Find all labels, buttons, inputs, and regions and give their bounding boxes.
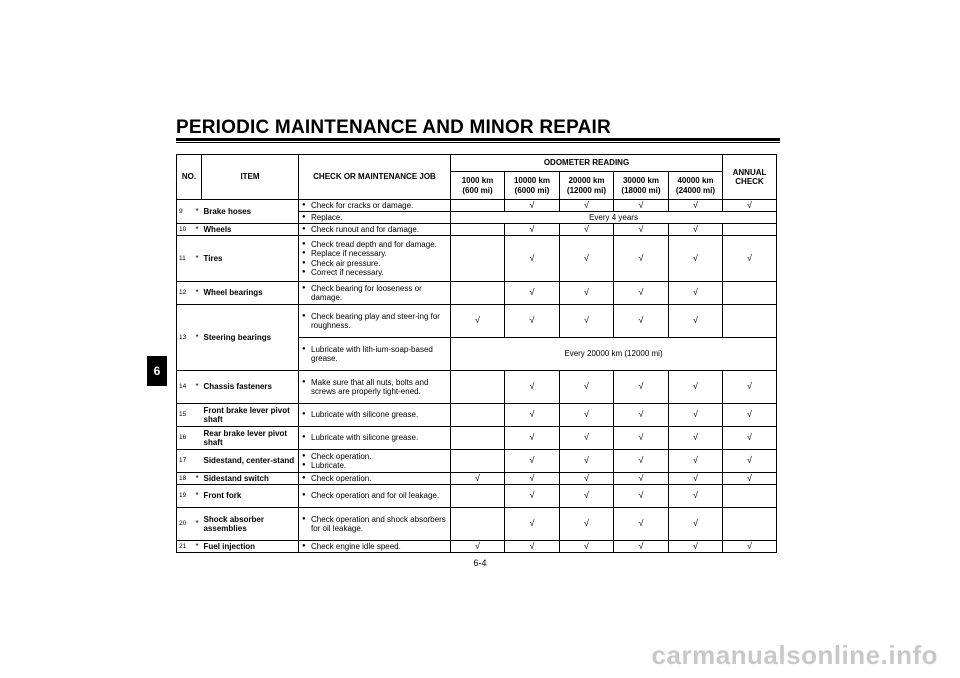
row-star bbox=[194, 404, 202, 427]
check-mark: √ bbox=[505, 485, 560, 508]
row-star: * bbox=[194, 541, 202, 553]
header-odometer: ODOMETER READING bbox=[451, 155, 723, 172]
odo-km: 20000 km bbox=[568, 176, 605, 185]
interval-note: Every 4 years bbox=[451, 212, 777, 224]
table-row bbox=[177, 305, 777, 338]
check-mark: √ bbox=[669, 371, 723, 404]
table-row bbox=[177, 282, 777, 305]
job-line: ● Lubricate with lith-ium-soap-based grease. bbox=[301, 345, 448, 364]
empty-cell bbox=[451, 450, 505, 473]
check-mark: √ bbox=[614, 200, 669, 212]
odo-mi: (12000 mi) bbox=[566, 185, 607, 195]
check-mark: √ bbox=[614, 305, 669, 338]
check-mark: √ bbox=[505, 236, 560, 282]
empty-cell bbox=[451, 404, 505, 427]
check-mark: √ bbox=[723, 200, 777, 212]
job-line: ● Replace if necessary. bbox=[301, 249, 448, 259]
row-job bbox=[299, 338, 451, 371]
row-item: Wheel bearings bbox=[202, 282, 299, 305]
row-number: 20 bbox=[177, 508, 194, 541]
job-line: ● Check bearing for looseness or damage. bbox=[301, 284, 448, 303]
empty-cell bbox=[451, 200, 505, 212]
row-number: 12 bbox=[177, 282, 194, 305]
check-mark: √ bbox=[669, 450, 723, 473]
row-job bbox=[299, 450, 451, 473]
table-row bbox=[177, 485, 777, 508]
header-no: NO. bbox=[177, 155, 202, 200]
row-job bbox=[299, 427, 451, 450]
row-number: 14 bbox=[177, 371, 194, 404]
row-item: Rear brake lever pivot shaft bbox=[202, 427, 299, 450]
title-rule bbox=[176, 138, 780, 141]
row-number: 21 bbox=[177, 541, 194, 553]
empty-cell bbox=[451, 508, 505, 541]
job-line: ● Check operation. bbox=[301, 452, 448, 462]
empty-cell bbox=[723, 224, 777, 236]
row-job bbox=[299, 541, 451, 553]
table-row bbox=[177, 427, 777, 450]
row-star: * bbox=[194, 224, 202, 236]
check-mark: √ bbox=[669, 427, 723, 450]
check-mark: √ bbox=[669, 473, 723, 485]
table-row bbox=[177, 224, 777, 236]
check-mark: √ bbox=[669, 508, 723, 541]
odo-km: 30000 km bbox=[622, 176, 660, 185]
table-row bbox=[177, 236, 777, 282]
title-rule-thin bbox=[176, 142, 780, 143]
row-star bbox=[194, 450, 202, 473]
empty-cell bbox=[451, 485, 505, 508]
check-mark: √ bbox=[614, 371, 669, 404]
empty-cell bbox=[723, 508, 777, 541]
header-odo-3 bbox=[560, 172, 614, 200]
row-job bbox=[299, 473, 451, 485]
row-item: Front fork bbox=[202, 485, 299, 508]
check-mark: √ bbox=[560, 200, 614, 212]
table-row bbox=[177, 200, 777, 212]
header-odo-2 bbox=[505, 172, 560, 200]
check-mark: √ bbox=[723, 236, 777, 282]
check-mark: √ bbox=[505, 427, 560, 450]
empty-cell bbox=[723, 282, 777, 305]
job-line: ● Correct if necessary. bbox=[301, 268, 448, 278]
check-mark: √ bbox=[723, 541, 777, 553]
check-mark: √ bbox=[614, 224, 669, 236]
row-star bbox=[194, 427, 202, 450]
row-job bbox=[299, 305, 451, 338]
odo-mi: (24000 mi) bbox=[675, 185, 716, 195]
check-mark: √ bbox=[560, 541, 614, 553]
check-mark: √ bbox=[560, 508, 614, 541]
row-item: Shock absorber assemblies bbox=[202, 508, 299, 541]
check-mark: √ bbox=[560, 371, 614, 404]
check-mark: √ bbox=[505, 371, 560, 404]
table-row bbox=[177, 450, 777, 473]
check-mark: √ bbox=[723, 427, 777, 450]
interval-note: Every 20000 km (12000 mi) bbox=[451, 338, 777, 371]
odo-mi: (18000 mi) bbox=[621, 185, 661, 195]
watermark: carmanualsonline.info bbox=[651, 640, 938, 670]
check-mark: √ bbox=[560, 450, 614, 473]
check-mark: √ bbox=[505, 404, 560, 427]
check-mark: √ bbox=[614, 236, 669, 282]
check-mark: √ bbox=[669, 224, 723, 236]
empty-cell bbox=[723, 305, 777, 338]
check-mark: √ bbox=[505, 541, 560, 553]
row-number: 15 bbox=[177, 404, 194, 427]
job-line: ● Check bearing play and steer-ing for roughness. bbox=[301, 312, 448, 331]
check-mark: √ bbox=[614, 404, 669, 427]
header-odo-4 bbox=[614, 172, 669, 200]
row-star: * bbox=[194, 282, 202, 305]
empty-cell bbox=[451, 371, 505, 404]
page-title: PERIODIC MAINTENANCE AND MINOR REPAIR bbox=[176, 117, 611, 138]
table-row bbox=[177, 371, 777, 404]
odo-km: 1000 km bbox=[461, 176, 494, 185]
empty-cell bbox=[723, 485, 777, 508]
row-item: Sidestand, center-stand bbox=[202, 450, 299, 473]
row-number: 19 bbox=[177, 485, 194, 508]
check-mark: √ bbox=[560, 305, 614, 338]
check-mark: √ bbox=[451, 473, 505, 485]
check-mark: √ bbox=[614, 508, 669, 541]
odo-mi: (6000 mi) bbox=[514, 185, 550, 195]
job-line: ● Check runout and for damage. bbox=[301, 225, 448, 235]
check-mark: √ bbox=[723, 450, 777, 473]
check-mark: √ bbox=[614, 541, 669, 553]
row-number: 13 bbox=[177, 305, 194, 371]
check-mark: √ bbox=[560, 485, 614, 508]
row-job bbox=[299, 212, 451, 224]
row-job bbox=[299, 224, 451, 236]
header-odo-1 bbox=[451, 172, 505, 200]
row-number: 9 bbox=[177, 200, 194, 224]
maintenance-table bbox=[176, 154, 777, 553]
page-number: 6-4 bbox=[473, 558, 487, 568]
check-mark: √ bbox=[669, 200, 723, 212]
job-line: ● Lubricate with silicone grease. bbox=[301, 410, 448, 420]
check-mark: √ bbox=[669, 541, 723, 553]
row-item: Tires bbox=[202, 236, 299, 282]
table-row bbox=[177, 473, 777, 485]
table-body bbox=[177, 200, 777, 553]
row-item: Sidestand switch bbox=[202, 473, 299, 485]
check-mark: √ bbox=[669, 236, 723, 282]
job-line: ● Make sure that all nuts, bolts and screws are properly tight-ened. bbox=[301, 378, 448, 397]
job-line: ● Check engine idle speed. bbox=[301, 542, 448, 552]
check-mark: √ bbox=[723, 473, 777, 485]
header-item: ITEM bbox=[202, 155, 299, 200]
check-mark: √ bbox=[505, 305, 560, 338]
check-mark: √ bbox=[560, 282, 614, 305]
check-mark: √ bbox=[560, 427, 614, 450]
row-number: 18 bbox=[177, 473, 194, 485]
row-star: * bbox=[194, 371, 202, 404]
job-line: ● Check operation. bbox=[301, 474, 448, 484]
empty-cell bbox=[451, 236, 505, 282]
check-mark: √ bbox=[614, 450, 669, 473]
header-annual: ANNUAL CHECK bbox=[723, 155, 777, 200]
row-item: Steering bearings bbox=[202, 305, 299, 371]
check-mark: √ bbox=[451, 305, 505, 338]
check-mark: √ bbox=[505, 450, 560, 473]
row-star: * bbox=[194, 236, 202, 282]
job-line: ● Check operation and shock absorbers for oil leakage. bbox=[301, 515, 448, 534]
check-mark: √ bbox=[614, 282, 669, 305]
row-job bbox=[299, 371, 451, 404]
table-row bbox=[177, 508, 777, 541]
job-line: ● Check tread depth and for damage. bbox=[301, 240, 448, 250]
row-star: * bbox=[194, 473, 202, 485]
job-line: ● Replace. bbox=[301, 213, 448, 223]
odo-km: 10000 km bbox=[513, 176, 551, 185]
row-item: Wheels bbox=[202, 224, 299, 236]
empty-cell bbox=[451, 427, 505, 450]
check-mark: √ bbox=[614, 485, 669, 508]
row-number: 17 bbox=[177, 450, 194, 473]
row-item: Chassis fasteners bbox=[202, 371, 299, 404]
check-mark: √ bbox=[723, 404, 777, 427]
table-row bbox=[177, 541, 777, 553]
check-mark: √ bbox=[451, 541, 505, 553]
row-job bbox=[299, 282, 451, 305]
job-line: ● Check air pressure. bbox=[301, 259, 448, 269]
check-mark: √ bbox=[669, 404, 723, 427]
check-mark: √ bbox=[614, 427, 669, 450]
check-mark: √ bbox=[669, 485, 723, 508]
job-line: ● Lubricate. bbox=[301, 461, 448, 471]
check-mark: √ bbox=[614, 473, 669, 485]
check-mark: √ bbox=[560, 404, 614, 427]
row-job bbox=[299, 485, 451, 508]
job-line: ● Check for cracks or damage. bbox=[301, 201, 448, 211]
odo-km: 40000 km bbox=[677, 176, 714, 185]
row-item: Fuel injection bbox=[202, 541, 299, 553]
row-star: * bbox=[194, 200, 202, 224]
check-mark: √ bbox=[669, 282, 723, 305]
row-star: * bbox=[194, 485, 202, 508]
check-mark: √ bbox=[560, 236, 614, 282]
job-line: ● Check operation and for oil leakage. bbox=[301, 491, 448, 501]
row-number: 11 bbox=[177, 236, 194, 282]
empty-cell bbox=[451, 282, 505, 305]
row-job bbox=[299, 508, 451, 541]
check-mark: √ bbox=[505, 508, 560, 541]
check-mark: √ bbox=[560, 224, 614, 236]
odo-mi: (600 mi) bbox=[462, 185, 493, 195]
check-mark: √ bbox=[505, 200, 560, 212]
check-mark: √ bbox=[505, 473, 560, 485]
check-mark: √ bbox=[723, 371, 777, 404]
row-job bbox=[299, 200, 451, 212]
check-mark: √ bbox=[505, 224, 560, 236]
header-odo-5 bbox=[669, 172, 723, 200]
check-mark: √ bbox=[560, 473, 614, 485]
job-line: ● Lubricate with silicone grease. bbox=[301, 433, 448, 443]
empty-cell bbox=[451, 224, 505, 236]
row-job bbox=[299, 236, 451, 282]
row-star: * bbox=[194, 508, 202, 541]
row-item: Front brake lever pivot shaft bbox=[202, 404, 299, 427]
table-row bbox=[177, 404, 777, 427]
header-job: CHECK OR MAINTENANCE JOB bbox=[299, 155, 451, 200]
chapter-tab: 6 bbox=[147, 356, 167, 386]
row-job bbox=[299, 404, 451, 427]
row-number: 10 bbox=[177, 224, 194, 236]
row-item: Brake hoses bbox=[202, 200, 299, 224]
row-number: 16 bbox=[177, 427, 194, 450]
check-mark: √ bbox=[505, 282, 560, 305]
check-mark: √ bbox=[669, 305, 723, 338]
row-star: * bbox=[194, 305, 202, 371]
